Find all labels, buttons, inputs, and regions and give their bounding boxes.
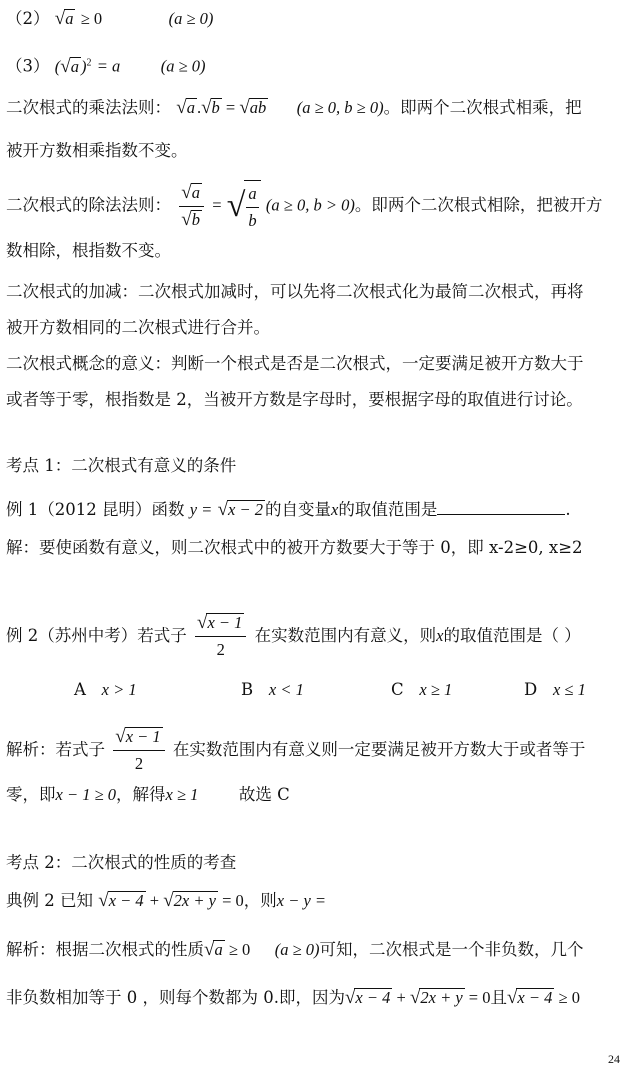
choice-letter: B: [241, 680, 254, 699]
choice-expr: x ≤ 1: [552, 680, 586, 699]
radicand: a: [65, 9, 74, 28]
division-rule: 二次根式的除法法则： $\frac{√a}{√b}$ = √ $\frac{a}{b}$ (a ≥ 0, b > 0)。即两个二次根式相除，把被开方: [6, 181, 603, 230]
choice-a[interactable]: [74, 680, 137, 700]
dot: .: [196, 98, 202, 117]
analysis-label: 解析：若式子: [6, 740, 105, 759]
numerator: a: [191, 182, 200, 202]
radicand: b: [211, 98, 220, 117]
rule-text: 。即两个二次根式相除，把被开方: [354, 195, 603, 215]
rule-title: 二次根式的除法法则：: [6, 195, 171, 215]
concept-text-cont: 或者等于零，根指数是 2，当被开方数是字母时，要根据字母的取值进行讨论。: [6, 390, 583, 409]
example-text: 的取值范围是: [338, 500, 438, 519]
choice-letter: A: [74, 680, 86, 699]
concept-text: 二次根式概念的意义：判断一个根式是否是二次根式，一定要满足被开方数大于: [6, 354, 584, 373]
answer-text: 故选 C: [238, 785, 290, 804]
choice-expr: x > 1: [101, 680, 137, 699]
denominator: b: [191, 209, 200, 229]
item-label: （3）: [6, 56, 50, 76]
analysis-text: 在实数范围内有意义则一定要满足被开方数大于或者等于: [172, 740, 586, 759]
variable: x: [436, 626, 444, 645]
denominator: 2: [216, 640, 225, 659]
analysis-2: [6, 726, 585, 775]
plus: +: [396, 988, 406, 1007]
analysis-text: ，解得: [116, 785, 166, 804]
radicand: x − 4: [355, 988, 391, 1007]
example-label: 例 2（苏州中考）若式子: [6, 626, 187, 645]
radicand: 2x + y: [173, 891, 216, 910]
solution-1: 解：要使函数有意义，则二次根式中的被开方数要大于等于 0，即 x-2≥0, x≥2: [6, 538, 583, 557]
equals: =: [225, 98, 236, 117]
radicand: a: [186, 98, 195, 117]
choice-expr: x < 1: [268, 680, 304, 699]
condition: (a ≥ 0, b ≥ 0): [296, 98, 384, 117]
page-number: 24: [608, 1052, 620, 1066]
analysis-3: 解析：根据二次根式的性质√a ≥ 0 (a ≥ 0)可知，二次根式是一个非负数，几个: [6, 939, 584, 960]
rule-text-cont: 被开方数相乘指数不变。: [6, 141, 188, 160]
radicand: a: [214, 940, 223, 959]
answer-blank[interactable]: [437, 498, 565, 515]
expression: x − y =: [276, 891, 327, 910]
property-3-line: （3） (√a )$^2$ = a (a ≥ 0): [6, 55, 206, 77]
item-label: （2）: [6, 9, 50, 28]
condition: (a ≥ 0, b > 0): [265, 195, 355, 215]
choice-expr: x ≥ 1: [419, 680, 453, 699]
analysis-3-cont: 非负数相加等于 0 ，则每个数都为 0.即，因为√x − 4 + √2x + y = 0且√x − 4 ≥ 0: [6, 987, 580, 1008]
numerator: x − 1: [207, 613, 243, 632]
conjunction: 且: [490, 988, 507, 1007]
condition: (a ≥ 0): [274, 940, 320, 959]
radicand: ab: [249, 98, 267, 117]
radicand: x − 4: [108, 891, 144, 910]
key-point-1-heading: 考点 1：二次根式有意义的条件: [6, 456, 237, 475]
choice-letter: C: [391, 680, 404, 699]
example-3: 典例 2 已知 √x − 4 + √2x + y = 0，则x − y =: [6, 890, 327, 911]
rule-title: 二次根式的乘法法则：: [6, 98, 171, 117]
analysis-text: 非负数相加等于 0 ，则每个数都为 0.即，因为: [6, 988, 345, 1007]
exponent: 2: [86, 57, 92, 68]
equals: =: [212, 195, 222, 215]
rule-text: 。即两个二次根式相乘，把: [383, 98, 582, 117]
addition-rule: 二次根式的加减：二次根式加减时，可以先将二次根式化为最简二次根式，再将: [6, 282, 584, 301]
radicand: x − 2: [228, 500, 263, 519]
analysis-label: 解析：根据二次根式的性质: [6, 940, 204, 959]
example-label: 例 1（2012 昆明）函数: [6, 500, 185, 519]
inequality: x − 1 ≥ 0: [55, 785, 117, 804]
plus: +: [149, 891, 160, 910]
condition: (a ≥ 0): [168, 9, 214, 28]
condition: (a ≥ 0): [160, 56, 206, 76]
fraction-sqrt-a-over-sqrt-b: $\frac{√a}{√b}$: [179, 182, 204, 231]
analysis-text: 零，即: [6, 785, 56, 804]
function-lhs: y =: [189, 500, 213, 519]
radicand: x − 4: [517, 988, 553, 1007]
key-point-2-heading: 考点 2：二次根式的性质的考查: [6, 853, 237, 872]
denominator: 2: [134, 754, 144, 773]
choice-b[interactable]: [241, 680, 304, 700]
example-text: 的自变量: [264, 500, 331, 519]
period: .: [565, 500, 571, 519]
equals-zero: = 0: [468, 988, 491, 1007]
choice-c[interactable]: [391, 680, 452, 700]
inequality: ≥ 0: [228, 940, 251, 959]
example-text: 在实数范围内有意义，则: [254, 626, 437, 645]
fraction: $\frac{√x - 1}{2}$: [113, 726, 164, 775]
rule-text-cont: 数相除，根指数不变。: [6, 241, 171, 260]
analysis-text: 可知，二次根式是一个非负数，几个: [319, 940, 584, 959]
inequality: ≥ 0: [80, 9, 103, 28]
example-text: ，则: [243, 891, 277, 910]
analysis-2-cont: [6, 784, 290, 806]
example-2: [6, 612, 581, 661]
numerator: a: [246, 183, 258, 208]
denominator: b: [248, 211, 257, 230]
choice-letter: D: [524, 680, 538, 699]
inequality: x ≥ 1: [165, 785, 199, 804]
equation-tail: = a: [96, 56, 121, 76]
example-text: 的取值范围是（ ）: [443, 626, 581, 645]
equals-zero: = 0: [222, 891, 244, 910]
example-1: 例 1（2012 昆明）函数 y = √x − 2 的自变量x的取值范围是 .: [6, 499, 571, 520]
numerator: x − 1: [125, 727, 161, 746]
variable: x: [330, 500, 339, 519]
example-label: 典例 2 已知: [6, 891, 93, 910]
choice-d[interactable]: [524, 680, 586, 700]
property-2-line: （2） √a ≥ 0 (a ≥ 0): [6, 8, 214, 29]
inequality: ≥ 0: [558, 988, 580, 1007]
addition-rule-cont: 被开方数相同的二次根式进行合并。: [6, 318, 270, 337]
multiplication-rule: 二次根式的乘法法则： √a .√b = √ab (a ≥ 0, b ≥ 0)。即两个二次根式相乘，把: [6, 97, 582, 118]
radicand: 2x + y: [420, 988, 463, 1007]
fraction: $\frac{√x - 1}{2}$: [195, 612, 246, 661]
